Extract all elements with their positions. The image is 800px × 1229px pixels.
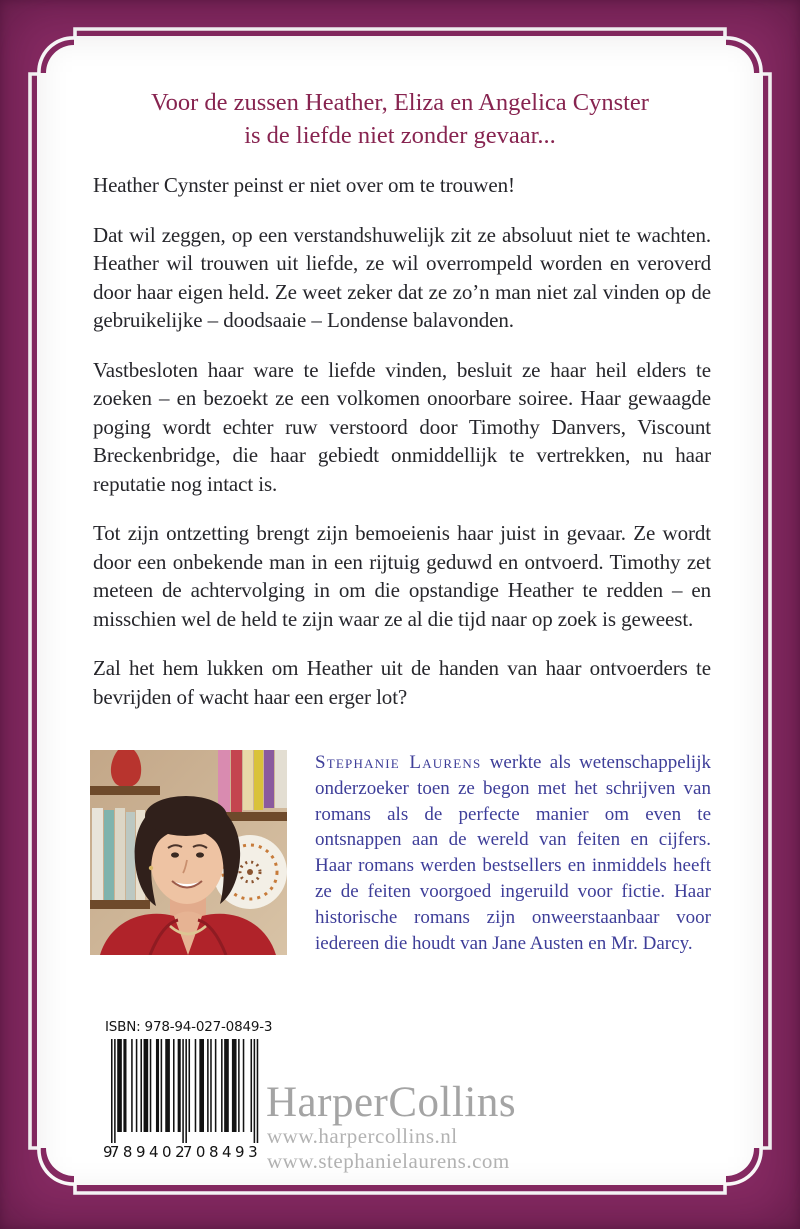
ean-barcode [101,1039,263,1161]
tagline [37,86,763,152]
tagline-line1: Voor de zussen Heather, Eliza en Angelica Cynster [151,89,649,116]
bookshelf-books [218,750,287,814]
publisher-logo: HarperCollins [266,1079,517,1126]
author-url: www.stephanielaurens.com [267,1148,510,1173]
isbn-label: ISBN: 978-94-027-0849-3 [105,1019,273,1035]
shelf-board [90,900,150,909]
vase [111,750,141,787]
author-photo [90,750,287,955]
story-paragraph: Tot zijn ontzetting brengt zijn bemoeienis haar juist in gevaar. Ze wordt door een onbekende man in een rijtuig geduwd en ontvoerd. Timothy zet meteen de achtervolging in om die opstandige Heather te redden – en misschien wel de held te zijn waar ze al die tijd naar op zoek is geweest. [93,521,711,631]
story-paragraph: Zal het hem lukken om Heather uit de handen van haar ontvoerders te bevrijden of wacht haar een erger lot? [93,656,711,709]
author-name: Stephanie Laurens [315,752,482,773]
publisher-url: www.harpercollins.nl [267,1124,458,1148]
story-paragraph: Vastbesloten haar ware te liefde vinden, besluit ze haar heil elders te zoeken – en bezoekt ze een volkomen onoorbare soiree. Haar gewaagde poging wordt echter ruw verstoord door Timothy Danvers, Viscount Breckenbridge, die haar gebiedt onmiddellijk te vertrekken, nu haar reputatie nog intact is. [93,357,711,496]
publisher-urls [267,1124,510,1173]
story-paragraph: Heather Cynster peinst er niet over om te trouwen! [93,173,515,197]
shelf-board [90,786,160,795]
barcode-digits-left: 789402 [109,1143,189,1161]
barcode-digits-right: 708493 [182,1143,262,1161]
author-bio-text: werkte als wetenschappelijk onderzoeker toen ze begon met het schrijven van romans als de perfecte manier om even te ontsnappen aan de wereld van feiten en cijfers. Haar romans werden bestsellers en inmiddels heeft ze de feiten voorgoed ingeruild voor fictie. Haar historische romans zijn onweerstaanbaar voor iedereen die houdt van Jane Austen en Mr. Darcy. [315,752,711,954]
author-section [90,750,712,956]
author-bio [315,750,711,956]
barcode-digit-lead: 9 [103,1143,113,1161]
barcode-bars [111,1039,258,1143]
story-paragraph: Dat wil zeggen, op een verstandshuwelijk zit ze absoluut niet te wachten. Heather wil trouwen uit liefde, ze wil overrompeld worden en veroverd door haar eigen held. Ze weet zeker dat ze zo’n man niet zal vinden op de gebruikelijke – doodsaaie – Londense balavonden. [93,222,711,332]
blurb [93,171,711,732]
author-photo-illustration [90,750,287,955]
tagline-line2: is de liefde niet zonder gevaar... [244,122,556,149]
